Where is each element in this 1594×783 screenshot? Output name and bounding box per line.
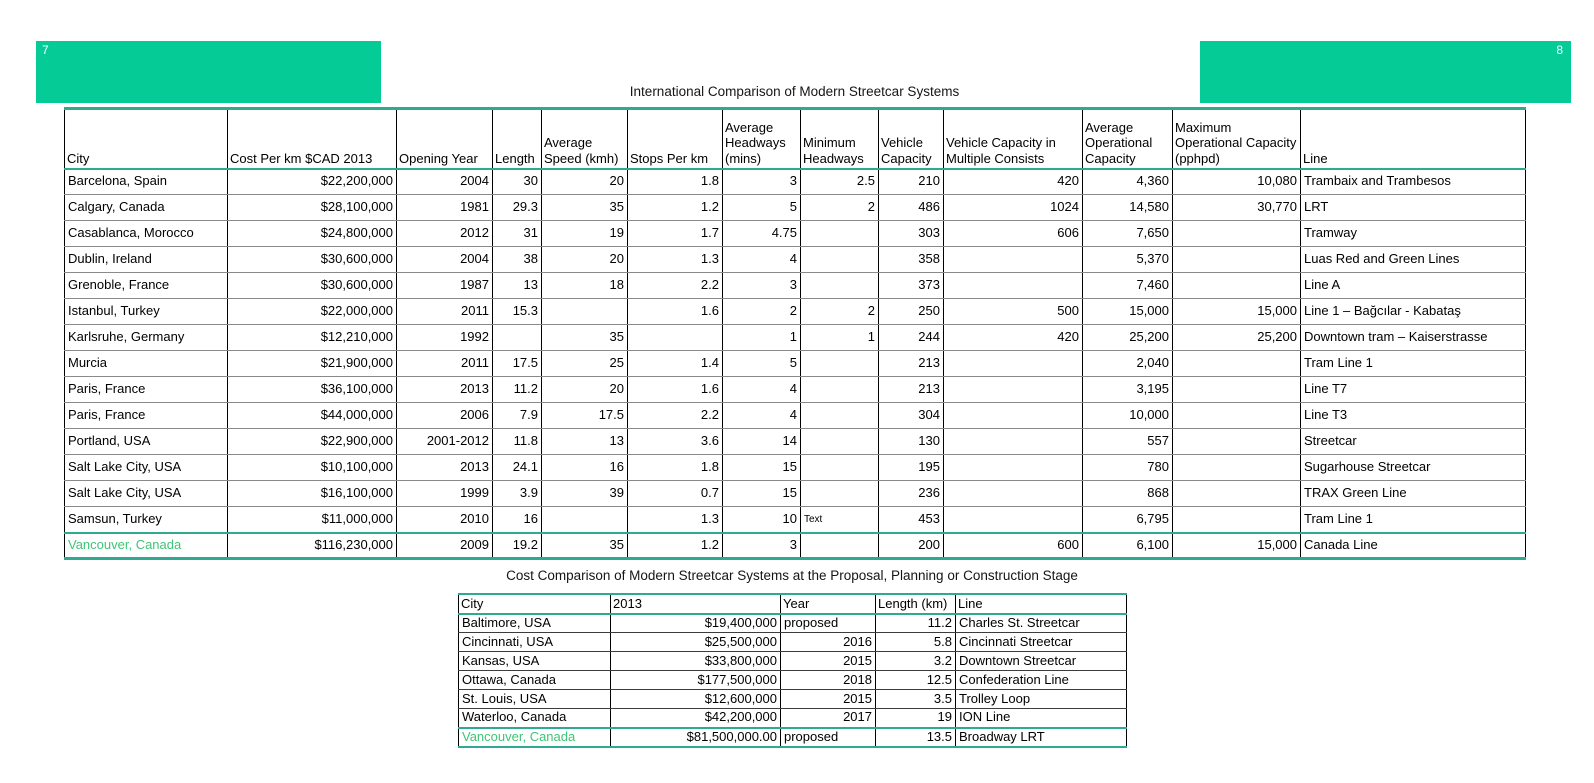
- cell: 195: [879, 455, 944, 481]
- cell: 6,795: [1083, 507, 1173, 533]
- table-row: [65, 221, 1526, 247]
- cell: 2015: [781, 690, 876, 709]
- cell: 1.2: [628, 533, 723, 559]
- cell: 1024: [944, 195, 1083, 221]
- cell: [1173, 403, 1301, 429]
- cell: 35: [542, 325, 628, 351]
- cell: 1.7: [628, 221, 723, 247]
- cell: 606: [944, 221, 1083, 247]
- cell: proposed: [781, 728, 876, 747]
- cell: [801, 455, 879, 481]
- cell: Line 1 – Bağcılar - Kabataş: [1301, 299, 1526, 325]
- table-row: [459, 614, 1127, 633]
- city-cell: Cincinnati, USA: [459, 633, 611, 652]
- cell: 236: [879, 481, 944, 507]
- cell: Tram Line 1: [1301, 351, 1526, 377]
- cell: 557: [1083, 429, 1173, 455]
- cell: [944, 247, 1083, 273]
- header-row: [65, 109, 1526, 169]
- cell: 17.5: [542, 403, 628, 429]
- cell: 19: [876, 709, 956, 728]
- cell: Line T7: [1301, 377, 1526, 403]
- cell: 2.5: [801, 169, 879, 195]
- cell: 13: [493, 273, 542, 299]
- cell: 2.2: [628, 403, 723, 429]
- cell: 19.2: [493, 533, 542, 559]
- cell: Line T3: [1301, 403, 1526, 429]
- table-row: [65, 325, 1526, 351]
- table-row: [65, 455, 1526, 481]
- table-row: [65, 533, 1526, 559]
- cell: 2004: [397, 247, 493, 273]
- city-cell: Calgary, Canada: [65, 195, 228, 221]
- cell: 6,100: [1083, 533, 1173, 559]
- cell: LRT: [1301, 195, 1526, 221]
- cell: 1.6: [628, 299, 723, 325]
- cell: 5.8: [876, 633, 956, 652]
- cell: TRAX Green Line: [1301, 481, 1526, 507]
- table1-title: International Comparison of Modern Streetcar Systems: [629, 84, 960, 99]
- cell: [944, 377, 1083, 403]
- cell: 1.2: [628, 195, 723, 221]
- cell: [801, 533, 879, 559]
- cell: 13.5: [876, 728, 956, 747]
- column-header: City: [65, 109, 228, 169]
- cell: Tram Line 1: [1301, 507, 1526, 533]
- cell: 244: [879, 325, 944, 351]
- table-row: [65, 481, 1526, 507]
- cell: 24.1: [493, 455, 542, 481]
- table-row: [65, 299, 1526, 325]
- cell: 14: [723, 429, 801, 455]
- cell: [542, 507, 628, 533]
- cell: 30: [493, 169, 542, 195]
- cell: 30,770: [1173, 195, 1301, 221]
- cell: 14,580: [1083, 195, 1173, 221]
- column-header: Year: [781, 594, 876, 614]
- cell: 4: [723, 377, 801, 403]
- cell: 213: [879, 351, 944, 377]
- cell: Confederation Line: [956, 671, 1127, 690]
- table-row: [459, 633, 1127, 652]
- city-cell: Karlsruhe, Germany: [65, 325, 228, 351]
- cell: $116,230,000: [228, 533, 397, 559]
- cost-comparison-table: [458, 593, 1127, 748]
- column-header: City: [459, 594, 611, 614]
- city-cell: St. Louis, USA: [459, 690, 611, 709]
- cell: 420: [944, 325, 1083, 351]
- cell: 4.75: [723, 221, 801, 247]
- cell: 2009: [397, 533, 493, 559]
- cell: 25,200: [1083, 325, 1173, 351]
- cell: $12,210,000: [228, 325, 397, 351]
- cell: 304: [879, 403, 944, 429]
- cell: $19,400,000: [611, 614, 781, 633]
- cell: $21,900,000: [228, 351, 397, 377]
- cell: 2: [801, 299, 879, 325]
- table-row: [65, 429, 1526, 455]
- cell: [1173, 481, 1301, 507]
- cell: 11.2: [876, 614, 956, 633]
- cell: 600: [944, 533, 1083, 559]
- cell: 3.9: [493, 481, 542, 507]
- cell: $22,200,000: [228, 169, 397, 195]
- cell: [944, 351, 1083, 377]
- cell: 1.3: [628, 247, 723, 273]
- cell: 2: [723, 299, 801, 325]
- cell: 213: [879, 377, 944, 403]
- page-number-right: 8: [1556, 43, 1563, 57]
- cell: [1173, 455, 1301, 481]
- cell: 29.3: [493, 195, 542, 221]
- table-row: [65, 247, 1526, 273]
- cell: 2013: [397, 455, 493, 481]
- cell: 2: [801, 195, 879, 221]
- cell: $36,100,000: [228, 377, 397, 403]
- city-cell: Vancouver, Canada: [65, 533, 228, 559]
- cell: 2006: [397, 403, 493, 429]
- cell: 2013: [397, 377, 493, 403]
- cell: $28,100,000: [228, 195, 397, 221]
- cell: [1173, 377, 1301, 403]
- cell: 2015: [781, 652, 876, 671]
- cell: [493, 325, 542, 351]
- city-cell: Barcelona, Spain: [65, 169, 228, 195]
- cell: Trolley Loop: [956, 690, 1127, 709]
- cell: $22,000,000: [228, 299, 397, 325]
- cell: Tramway: [1301, 221, 1526, 247]
- cell: [944, 455, 1083, 481]
- cell: 38: [493, 247, 542, 273]
- city-cell: Istanbul, Turkey: [65, 299, 228, 325]
- cell: $24,800,000: [228, 221, 397, 247]
- cell: 20: [542, 247, 628, 273]
- city-cell: Portland, USA: [65, 429, 228, 455]
- cell: Streetcar: [1301, 429, 1526, 455]
- cell: 10: [723, 507, 801, 533]
- cell: 15,000: [1173, 533, 1301, 559]
- column-header: Cost Per km $CAD 2013: [228, 109, 397, 169]
- cell: $22,900,000: [228, 429, 397, 455]
- cell: 7.9: [493, 403, 542, 429]
- city-cell: Kansas, USA: [459, 652, 611, 671]
- cell: 16: [542, 455, 628, 481]
- city-cell: Grenoble, France: [65, 273, 228, 299]
- cell: Cincinnati Streetcar: [956, 633, 1127, 652]
- table-row: [65, 507, 1526, 533]
- cell: [1173, 221, 1301, 247]
- table-row: [65, 351, 1526, 377]
- column-header: Length (km): [876, 594, 956, 614]
- cell: 3: [723, 273, 801, 299]
- cell: 20: [542, 377, 628, 403]
- cell: 1999: [397, 481, 493, 507]
- cell: 303: [879, 221, 944, 247]
- cell: 4,360: [1083, 169, 1173, 195]
- cell: proposed: [781, 614, 876, 633]
- cell: [1173, 247, 1301, 273]
- column-header: Length: [493, 109, 542, 169]
- cell: [944, 481, 1083, 507]
- cell: 11.8: [493, 429, 542, 455]
- cell: 2.2: [628, 273, 723, 299]
- cell: 2001-2012: [397, 429, 493, 455]
- cell: 2017: [781, 709, 876, 728]
- cell: 2016: [781, 633, 876, 652]
- cell: [944, 507, 1083, 533]
- cell: Luas Red and Green Lines: [1301, 247, 1526, 273]
- cell: 15.3: [493, 299, 542, 325]
- cell: $10,100,000: [228, 455, 397, 481]
- city-cell: Dublin, Ireland: [65, 247, 228, 273]
- cell: 7,650: [1083, 221, 1173, 247]
- cell: ION Line: [956, 709, 1127, 728]
- column-header: Average Operational Capacity: [1083, 109, 1173, 169]
- table-row: [65, 195, 1526, 221]
- cell: 18: [542, 273, 628, 299]
- cell: 12.5: [876, 671, 956, 690]
- cell: 453: [879, 507, 944, 533]
- cell: Downtown tram – Kaiserstrasse: [1301, 325, 1526, 351]
- city-cell: Vancouver, Canada: [459, 728, 611, 747]
- cell: 5: [723, 195, 801, 221]
- city-cell: Casablanca, Morocco: [65, 221, 228, 247]
- cell: [1173, 273, 1301, 299]
- cell: 1981: [397, 195, 493, 221]
- cell: 780: [1083, 455, 1173, 481]
- cell: $33,800,000: [611, 652, 781, 671]
- cell: $11,000,000: [228, 507, 397, 533]
- cell: [801, 429, 879, 455]
- cell: 35: [542, 195, 628, 221]
- cell: [801, 377, 879, 403]
- cell: 486: [879, 195, 944, 221]
- column-header: Line: [1301, 109, 1526, 169]
- city-cell: Murcia: [65, 351, 228, 377]
- table-row: [65, 273, 1526, 299]
- cell: 130: [879, 429, 944, 455]
- cell: Sugarhouse Streetcar: [1301, 455, 1526, 481]
- cell: 31: [493, 221, 542, 247]
- cell: 2018: [781, 671, 876, 690]
- city-cell: Salt Lake City, USA: [65, 481, 228, 507]
- cell: 3.2: [876, 652, 956, 671]
- cell: $44,000,000: [228, 403, 397, 429]
- cell: 420: [944, 169, 1083, 195]
- cell: Text: [801, 507, 879, 533]
- cell: 1.4: [628, 351, 723, 377]
- header-row: [459, 594, 1127, 614]
- cell: 1992: [397, 325, 493, 351]
- cell: 19: [542, 221, 628, 247]
- table-row: [459, 728, 1127, 747]
- city-cell: Paris, France: [65, 403, 228, 429]
- cell: [1173, 351, 1301, 377]
- cell: $16,100,000: [228, 481, 397, 507]
- column-header: Average Headways (mins): [723, 109, 801, 169]
- cell: Line A: [1301, 273, 1526, 299]
- cell: 1: [723, 325, 801, 351]
- cell: 500: [944, 299, 1083, 325]
- cell: 1987: [397, 273, 493, 299]
- column-header: 2013: [611, 594, 781, 614]
- cell: [542, 299, 628, 325]
- cell: Downtown Streetcar: [956, 652, 1127, 671]
- cell: $12,600,000: [611, 690, 781, 709]
- cell: [801, 273, 879, 299]
- table-row: [65, 377, 1526, 403]
- cell: [944, 429, 1083, 455]
- cell: 1.8: [628, 455, 723, 481]
- cell: [801, 351, 879, 377]
- cell: 39: [542, 481, 628, 507]
- cell: 17.5: [493, 351, 542, 377]
- cell: 200: [879, 533, 944, 559]
- cell: 10,000: [1083, 403, 1173, 429]
- cell: 2010: [397, 507, 493, 533]
- table2-title: Cost Comparison of Modern Streetcar Systems at the Proposal, Planning or Construction Stage: [506, 568, 1078, 583]
- cell: [801, 403, 879, 429]
- cell: [944, 273, 1083, 299]
- table-row: [65, 403, 1526, 429]
- cell: 25: [542, 351, 628, 377]
- cell: 2012: [397, 221, 493, 247]
- city-cell: Paris, France: [65, 377, 228, 403]
- cell: 3: [723, 533, 801, 559]
- table-row: [65, 169, 1526, 195]
- cell: $42,200,000: [611, 709, 781, 728]
- cell: 10,080: [1173, 169, 1301, 195]
- cell: 15,000: [1083, 299, 1173, 325]
- cell: 11.2: [493, 377, 542, 403]
- table-row: [459, 690, 1127, 709]
- cell: 250: [879, 299, 944, 325]
- cell: $30,600,000: [228, 273, 397, 299]
- cell: 358: [879, 247, 944, 273]
- column-header: Average Speed (kmh): [542, 109, 628, 169]
- table-row: [459, 671, 1127, 690]
- cell: 210: [879, 169, 944, 195]
- cell: 1.8: [628, 169, 723, 195]
- city-cell: Baltimore, USA: [459, 614, 611, 633]
- column-header: Minimum Headways: [801, 109, 879, 169]
- cell: 13: [542, 429, 628, 455]
- cell: [801, 481, 879, 507]
- cell: Charles St. Streetcar: [956, 614, 1127, 633]
- cell: [628, 325, 723, 351]
- cell: Trambaix and Trambesos: [1301, 169, 1526, 195]
- cell: 3.6: [628, 429, 723, 455]
- cell: 1: [801, 325, 879, 351]
- cell: 1.3: [628, 507, 723, 533]
- cell: 4: [723, 403, 801, 429]
- table-row: [459, 709, 1127, 728]
- cell: Broadway LRT: [956, 728, 1127, 747]
- city-cell: Samsun, Turkey: [65, 507, 228, 533]
- cell: 868: [1083, 481, 1173, 507]
- column-header: Maximum Operational Capacity (pphpd): [1173, 109, 1301, 169]
- cell: 2,040: [1083, 351, 1173, 377]
- cell: [1173, 429, 1301, 455]
- cell: 3: [723, 169, 801, 195]
- column-header: Line: [956, 594, 1127, 614]
- international-comparison-table: [64, 107, 1526, 560]
- column-header: Opening Year: [397, 109, 493, 169]
- cell: 20: [542, 169, 628, 195]
- cell: [801, 247, 879, 273]
- cell: $30,600,000: [228, 247, 397, 273]
- cell: [944, 403, 1083, 429]
- cell: 15,000: [1173, 299, 1301, 325]
- cell: $81,500,000.00: [611, 728, 781, 747]
- cell: 3.5: [876, 690, 956, 709]
- table-row: [459, 652, 1127, 671]
- cell: 25,200: [1173, 325, 1301, 351]
- column-header: Vehicle Capacity in Multiple Consists: [944, 109, 1083, 169]
- cell: 373: [879, 273, 944, 299]
- cell: 5: [723, 351, 801, 377]
- page-number-left: 7: [42, 43, 49, 57]
- city-cell: Salt Lake City, USA: [65, 455, 228, 481]
- city-cell: Waterloo, Canada: [459, 709, 611, 728]
- cell: 0.7: [628, 481, 723, 507]
- cell: 35: [542, 533, 628, 559]
- cell: Canada Line: [1301, 533, 1526, 559]
- city-cell: Ottawa, Canada: [459, 671, 611, 690]
- cell: [801, 221, 879, 247]
- cell: [1173, 507, 1301, 533]
- cell: 2011: [397, 351, 493, 377]
- cell: 15: [723, 481, 801, 507]
- cell: 15: [723, 455, 801, 481]
- cell: $177,500,000: [611, 671, 781, 690]
- cell: 3,195: [1083, 377, 1173, 403]
- cell: 7,460: [1083, 273, 1173, 299]
- cell: 5,370: [1083, 247, 1173, 273]
- column-header: Stops Per km: [628, 109, 723, 169]
- cell: 16: [493, 507, 542, 533]
- cell: 2011: [397, 299, 493, 325]
- cell: $25,500,000: [611, 633, 781, 652]
- column-header: Vehicle Capacity: [879, 109, 944, 169]
- cell: 2004: [397, 169, 493, 195]
- cell: 4: [723, 247, 801, 273]
- cell: 1.6: [628, 377, 723, 403]
